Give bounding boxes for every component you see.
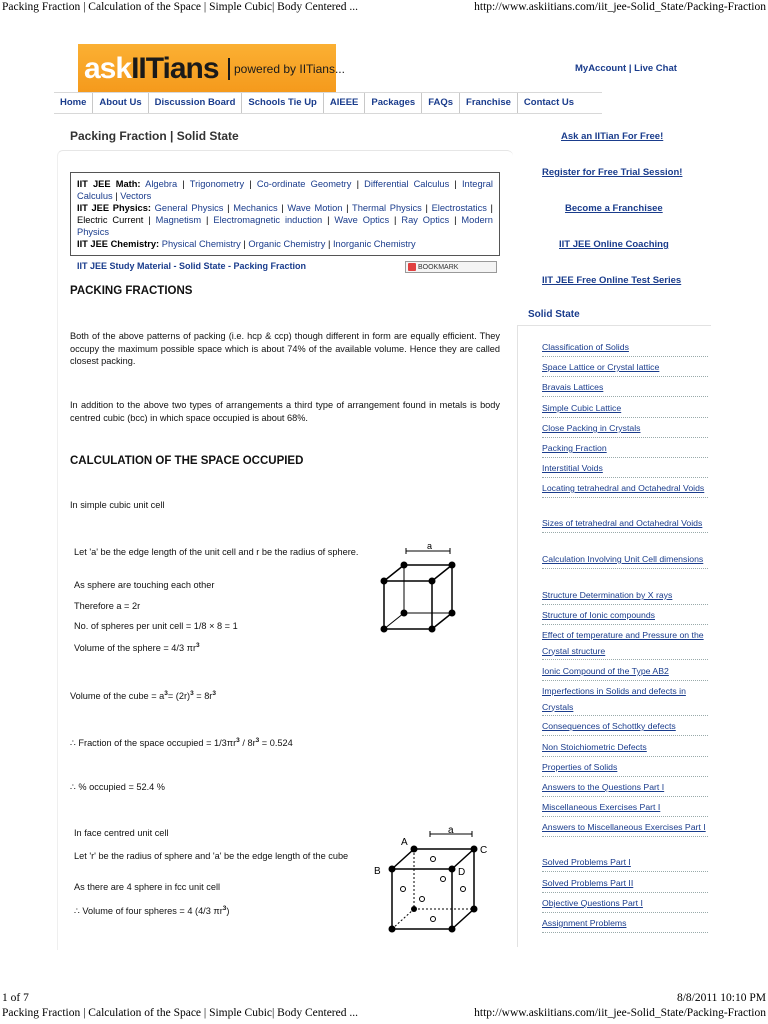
link-vectors[interactable]: Vectors bbox=[120, 191, 152, 201]
math-label: IIT JEE Math: bbox=[77, 179, 141, 189]
fcc-figure-label-C: C bbox=[480, 845, 488, 856]
print-footer bbox=[0, 992, 768, 1024]
sc-sphere-volume-text: Volume of the sphere = 4/3 πr bbox=[74, 643, 197, 654]
sidebar-item-interstitial-voids[interactable]: Interstitial Voids bbox=[542, 461, 708, 478]
cube-volume-8r: = 8r bbox=[193, 691, 213, 702]
sidebar-item-locating-voids[interactable]: Locating tetrahedral and Octahedral Voids bbox=[542, 481, 708, 498]
sidebar-item-xrays[interactable]: Structure Determination by X rays bbox=[542, 588, 708, 605]
nav-aieee[interactable]: AIEEE bbox=[324, 93, 366, 113]
link-ray-optics[interactable]: Ray Optics bbox=[401, 215, 450, 225]
heading-space-occupied: CALCULATION OF THE SPACE OCCUPIED bbox=[70, 455, 304, 467]
main-nav bbox=[54, 92, 602, 114]
simple-cubic-intro: In simple cubic unit cell bbox=[70, 500, 165, 510]
face-centred-cubic-figure bbox=[370, 825, 495, 937]
breadcrumb[interactable]: IIT JEE Study Material - Solid State - Packing Fraction bbox=[77, 261, 307, 271]
sc-sphere-volume bbox=[74, 642, 200, 653]
link-thermal-physics[interactable]: Thermal Physics bbox=[352, 203, 422, 213]
sidebar-item-close-packing[interactable]: Close Packing in Crystals bbox=[542, 421, 708, 438]
live-chat-link[interactable]: Live Chat bbox=[634, 63, 677, 74]
logo-brand-ask: ask bbox=[84, 52, 132, 85]
site-logo[interactable] bbox=[78, 44, 345, 92]
fraction-occupied-text: ∴ Fraction of the space occupied = 1/3πr bbox=[70, 738, 237, 749]
fcc-figure-label-a: a bbox=[448, 825, 454, 836]
page-title: Packing Fraction | Solid State bbox=[70, 129, 239, 143]
print-footer-url: http://www.askiitians.com/iit_jee-Solid_State/Packing-Fraction bbox=[474, 1007, 766, 1019]
sidebar-item-space-lattice[interactable]: Space Lattice or Crystal lattice bbox=[542, 360, 708, 377]
print-footer-title: Packing Fraction | Calculation of the Space | Simple Cubic| Body Centered ... bbox=[2, 1007, 358, 1019]
link-general-physics[interactable]: General Physics bbox=[154, 203, 224, 213]
sidebar-item-schottky[interactable]: Consequences of Schottky defects bbox=[542, 719, 708, 736]
sidebar-item-solved-part1[interactable]: Solved Problems Part I bbox=[542, 855, 708, 872]
sidebar-item-temp-pressure[interactable]: Effect of temperature and Pressure on the Crystal structure bbox=[542, 628, 708, 660]
nav-discussion-board[interactable]: Discussion Board bbox=[149, 93, 243, 113]
print-header-url: http://www.askiitians.com/iit_jee-Solid_State/Packing-Fraction bbox=[474, 1, 766, 13]
print-header bbox=[0, 0, 768, 16]
sc-figure-label-a: a bbox=[427, 543, 433, 551]
print-header-title: Packing Fraction | Calculation of the Space | Simple Cubic| Body Centered ... bbox=[2, 1, 358, 13]
online-coaching-link[interactable]: IIT JEE Online Coaching bbox=[559, 239, 669, 250]
sidebar-item-non-stoichiometric[interactable]: Non Stoichiometric Defects bbox=[542, 740, 708, 757]
fraction-denominator: / 8r bbox=[239, 738, 256, 749]
account-links bbox=[575, 63, 677, 74]
nav-home[interactable]: Home bbox=[54, 93, 93, 113]
my-account-link[interactable]: MyAccount bbox=[575, 63, 627, 74]
link-wave-motion[interactable]: Wave Motion bbox=[287, 203, 343, 213]
sidebar-item-misc-answers[interactable]: Answers to Miscellaneous Exercises Part I bbox=[542, 820, 708, 837]
percent-occupied: ∴ % occupied = 52.4 % bbox=[70, 782, 165, 792]
sc-a-equals-2r: Therefore a = 2r bbox=[74, 601, 141, 611]
paragraph-closest-packing: Both of the above patterns of packing (i.e. hcp & ccp) though different in form are equally efficient. They occupy the maximum possible space which is about 74% of the available volume. Hence they are called closest packing. bbox=[70, 331, 500, 366]
sidebar-item-solved-part2[interactable]: Solved Problems Part II bbox=[542, 876, 708, 893]
logo-brand-iitians: IITians bbox=[131, 52, 219, 85]
cube-volume-exp-2r: 3 bbox=[190, 690, 194, 697]
sidebar-item-ionic-structure[interactable]: Structure of Ionic compounds bbox=[542, 608, 708, 625]
nav-faqs[interactable]: FAQs bbox=[422, 93, 460, 113]
sidebar-item-misc-exercises[interactable]: Miscellaneous Exercises Part I bbox=[542, 800, 708, 817]
nav-franchise[interactable]: Franchise bbox=[460, 93, 518, 113]
sidebar-item-classification[interactable]: Classification of Solids bbox=[542, 340, 708, 357]
ask-iitian-link[interactable]: Ask an IITian For Free! bbox=[561, 131, 664, 142]
account-links-separator: | bbox=[626, 63, 635, 74]
nav-packages[interactable]: Packages bbox=[365, 93, 422, 113]
fcc-figure-label-B: B bbox=[374, 866, 381, 877]
nav-schools-tie-up[interactable]: Schools Tie Up bbox=[242, 93, 323, 113]
fraction-numerator-exp: 3 bbox=[236, 737, 240, 744]
fcc-volume-close: ) bbox=[226, 906, 230, 917]
register-trial-link[interactable]: Register for Free Trial Session! bbox=[542, 167, 683, 178]
cube-volume-exp-8r: 3 bbox=[212, 690, 216, 697]
sidebar-item-answers-part1[interactable]: Answers to the Questions Part I bbox=[542, 780, 708, 797]
cube-volume-2r: = (2r) bbox=[167, 691, 191, 702]
fraction-result: = 0.524 bbox=[259, 738, 293, 749]
logo-brand bbox=[84, 52, 219, 86]
link-coordinate-geometry[interactable]: Co-ordinate Geometry bbox=[256, 179, 352, 189]
link-physical-chemistry[interactable]: Physical Chemistry bbox=[161, 239, 241, 249]
cube-volume-text: Volume of the cube = a bbox=[70, 691, 165, 702]
sidebar-item-packing-fraction[interactable]: Packing Fraction bbox=[542, 441, 708, 458]
link-organic-chemistry[interactable]: Organic Chemistry bbox=[248, 239, 326, 249]
nav-about-us[interactable]: About Us bbox=[93, 93, 148, 113]
sc-touching-text: As sphere are touching each other bbox=[74, 580, 215, 590]
sidebar-item-simple-cubic[interactable]: Simple Cubic Lattice bbox=[542, 401, 708, 418]
bookmark-button[interactable] bbox=[405, 261, 497, 273]
simple-cubic-figure bbox=[372, 543, 467, 643]
fcc-intro: In face centred unit cell bbox=[74, 828, 169, 838]
sidebar-item-bravais[interactable]: Bravais Lattices bbox=[542, 380, 708, 397]
heading-packing-fractions: PACKING FRACTIONS bbox=[70, 285, 193, 297]
nav-contact-us[interactable]: Contact Us bbox=[523, 97, 575, 108]
link-inorganic-chemistry[interactable]: Inorganic Chemistry bbox=[332, 239, 416, 249]
print-page-number: 1 of 7 bbox=[2, 992, 29, 1004]
sc-sphere-volume-exp: 3 bbox=[196, 642, 200, 649]
bookmark-icon bbox=[408, 263, 416, 271]
fcc-four-spheres: As there are 4 sphere in fcc unit cell bbox=[74, 882, 221, 892]
fcc-figure-label-D: D bbox=[458, 867, 466, 878]
bookmark-label: BOOKMARK bbox=[418, 263, 459, 271]
link-electrostatics[interactable]: Electrostatics bbox=[431, 203, 487, 213]
link-integral-calculus[interactable]: Integral Calculus bbox=[77, 179, 493, 201]
sidebar-item-unit-cell-calc[interactable]: Calculation Involving Unit Cell dimensions bbox=[542, 552, 708, 569]
subject-links-box: IIT JEE Math: Algebra | Trigonometry | Co-ordinate Geometry | Differential Calculus | Integral Calculus | Vectors IIT JEE Physics: General Physics | Mechanics | Wave Motion | Thermal Physics | Electrostatics | Electric Current | Magnetism | Electromagnetic induction | Wave Optics | Ray Optics | Modern Physics IIT JEE Chemistry: Physical Chemistry | Organic Chemistry | Inorganic Chemistry bbox=[70, 172, 500, 256]
logo-tagline: powered by IITians... bbox=[234, 62, 345, 76]
fcc-volume-text: ∴ Volume of four spheres = 4 (4/3 πr bbox=[74, 906, 223, 917]
online-test-series-link[interactable]: IIT JEE Free Online Test Series bbox=[542, 275, 682, 286]
link-trigonometry[interactable]: Trigonometry bbox=[189, 179, 245, 189]
link-electromagnetic-induction[interactable]: Electromagnetic induction bbox=[213, 215, 323, 225]
cube-volume-exp-a: 3 bbox=[164, 690, 168, 697]
link-differential-calculus[interactable]: Differential Calculus bbox=[364, 179, 450, 189]
sidebar-item-imperfections[interactable]: Imperfections in Solids and defects in Crystals bbox=[542, 684, 708, 716]
chemistry-label: IIT JEE Chemistry: bbox=[77, 239, 160, 249]
fraction-denominator-exp: 3 bbox=[255, 737, 260, 744]
sidebar-item-sizes-voids[interactable]: Sizes of tetrahedral and Octahedral Voids bbox=[542, 516, 708, 533]
link-modern-physics[interactable]: Modern Physics bbox=[77, 215, 493, 237]
sc-edge-length-text: Let 'a' be the edge length of the unit cell and r be the radius of sphere. bbox=[74, 547, 359, 557]
fraction-occupied bbox=[70, 737, 293, 749]
paragraph-bcc: In addition to the above two types of arrangements a third type of arrangement found in metals is body centred cubic (bcc) in which space occupied is about 68%. bbox=[70, 400, 500, 423]
sidebar-item-ab2[interactable]: Ionic Compound of the Type AB2 bbox=[542, 664, 708, 681]
sidebar-item-objective[interactable]: Objective Questions Part I bbox=[542, 896, 708, 913]
link-magnetism[interactable]: Magnetism bbox=[155, 215, 202, 225]
become-franchisee-link[interactable]: Become a Franchisee bbox=[565, 203, 663, 214]
sidebar-item-properties[interactable]: Properties of Solids bbox=[542, 760, 708, 777]
sidebar-item-assignment[interactable]: Assignment Problems bbox=[542, 916, 708, 933]
link-electric-current[interactable]: Electric Current bbox=[77, 215, 144, 225]
fcc-volume-four-spheres bbox=[74, 905, 229, 917]
link-mechanics[interactable]: Mechanics bbox=[233, 203, 278, 213]
print-datetime: 8/8/2011 10:10 PM bbox=[676, 992, 766, 1004]
physics-label: IIT JEE Physics: bbox=[77, 203, 151, 213]
fcc-figure-label-A: A bbox=[401, 837, 408, 848]
link-algebra[interactable]: Algebra bbox=[145, 179, 178, 189]
logo-divider bbox=[228, 58, 230, 80]
fcc-volume-exp: 3 bbox=[222, 905, 227, 912]
sidebar-title: Solid State bbox=[528, 309, 580, 320]
sc-spheres-per-cell: No. of spheres per unit cell = 1/8 × 8 = 1 bbox=[74, 621, 238, 631]
cube-volume bbox=[70, 690, 216, 701]
link-wave-optics[interactable]: Wave Optics bbox=[334, 215, 390, 225]
fcc-radius-text: Let 'r' be the radius of sphere and 'a' be the edge length of the cube bbox=[74, 851, 349, 861]
